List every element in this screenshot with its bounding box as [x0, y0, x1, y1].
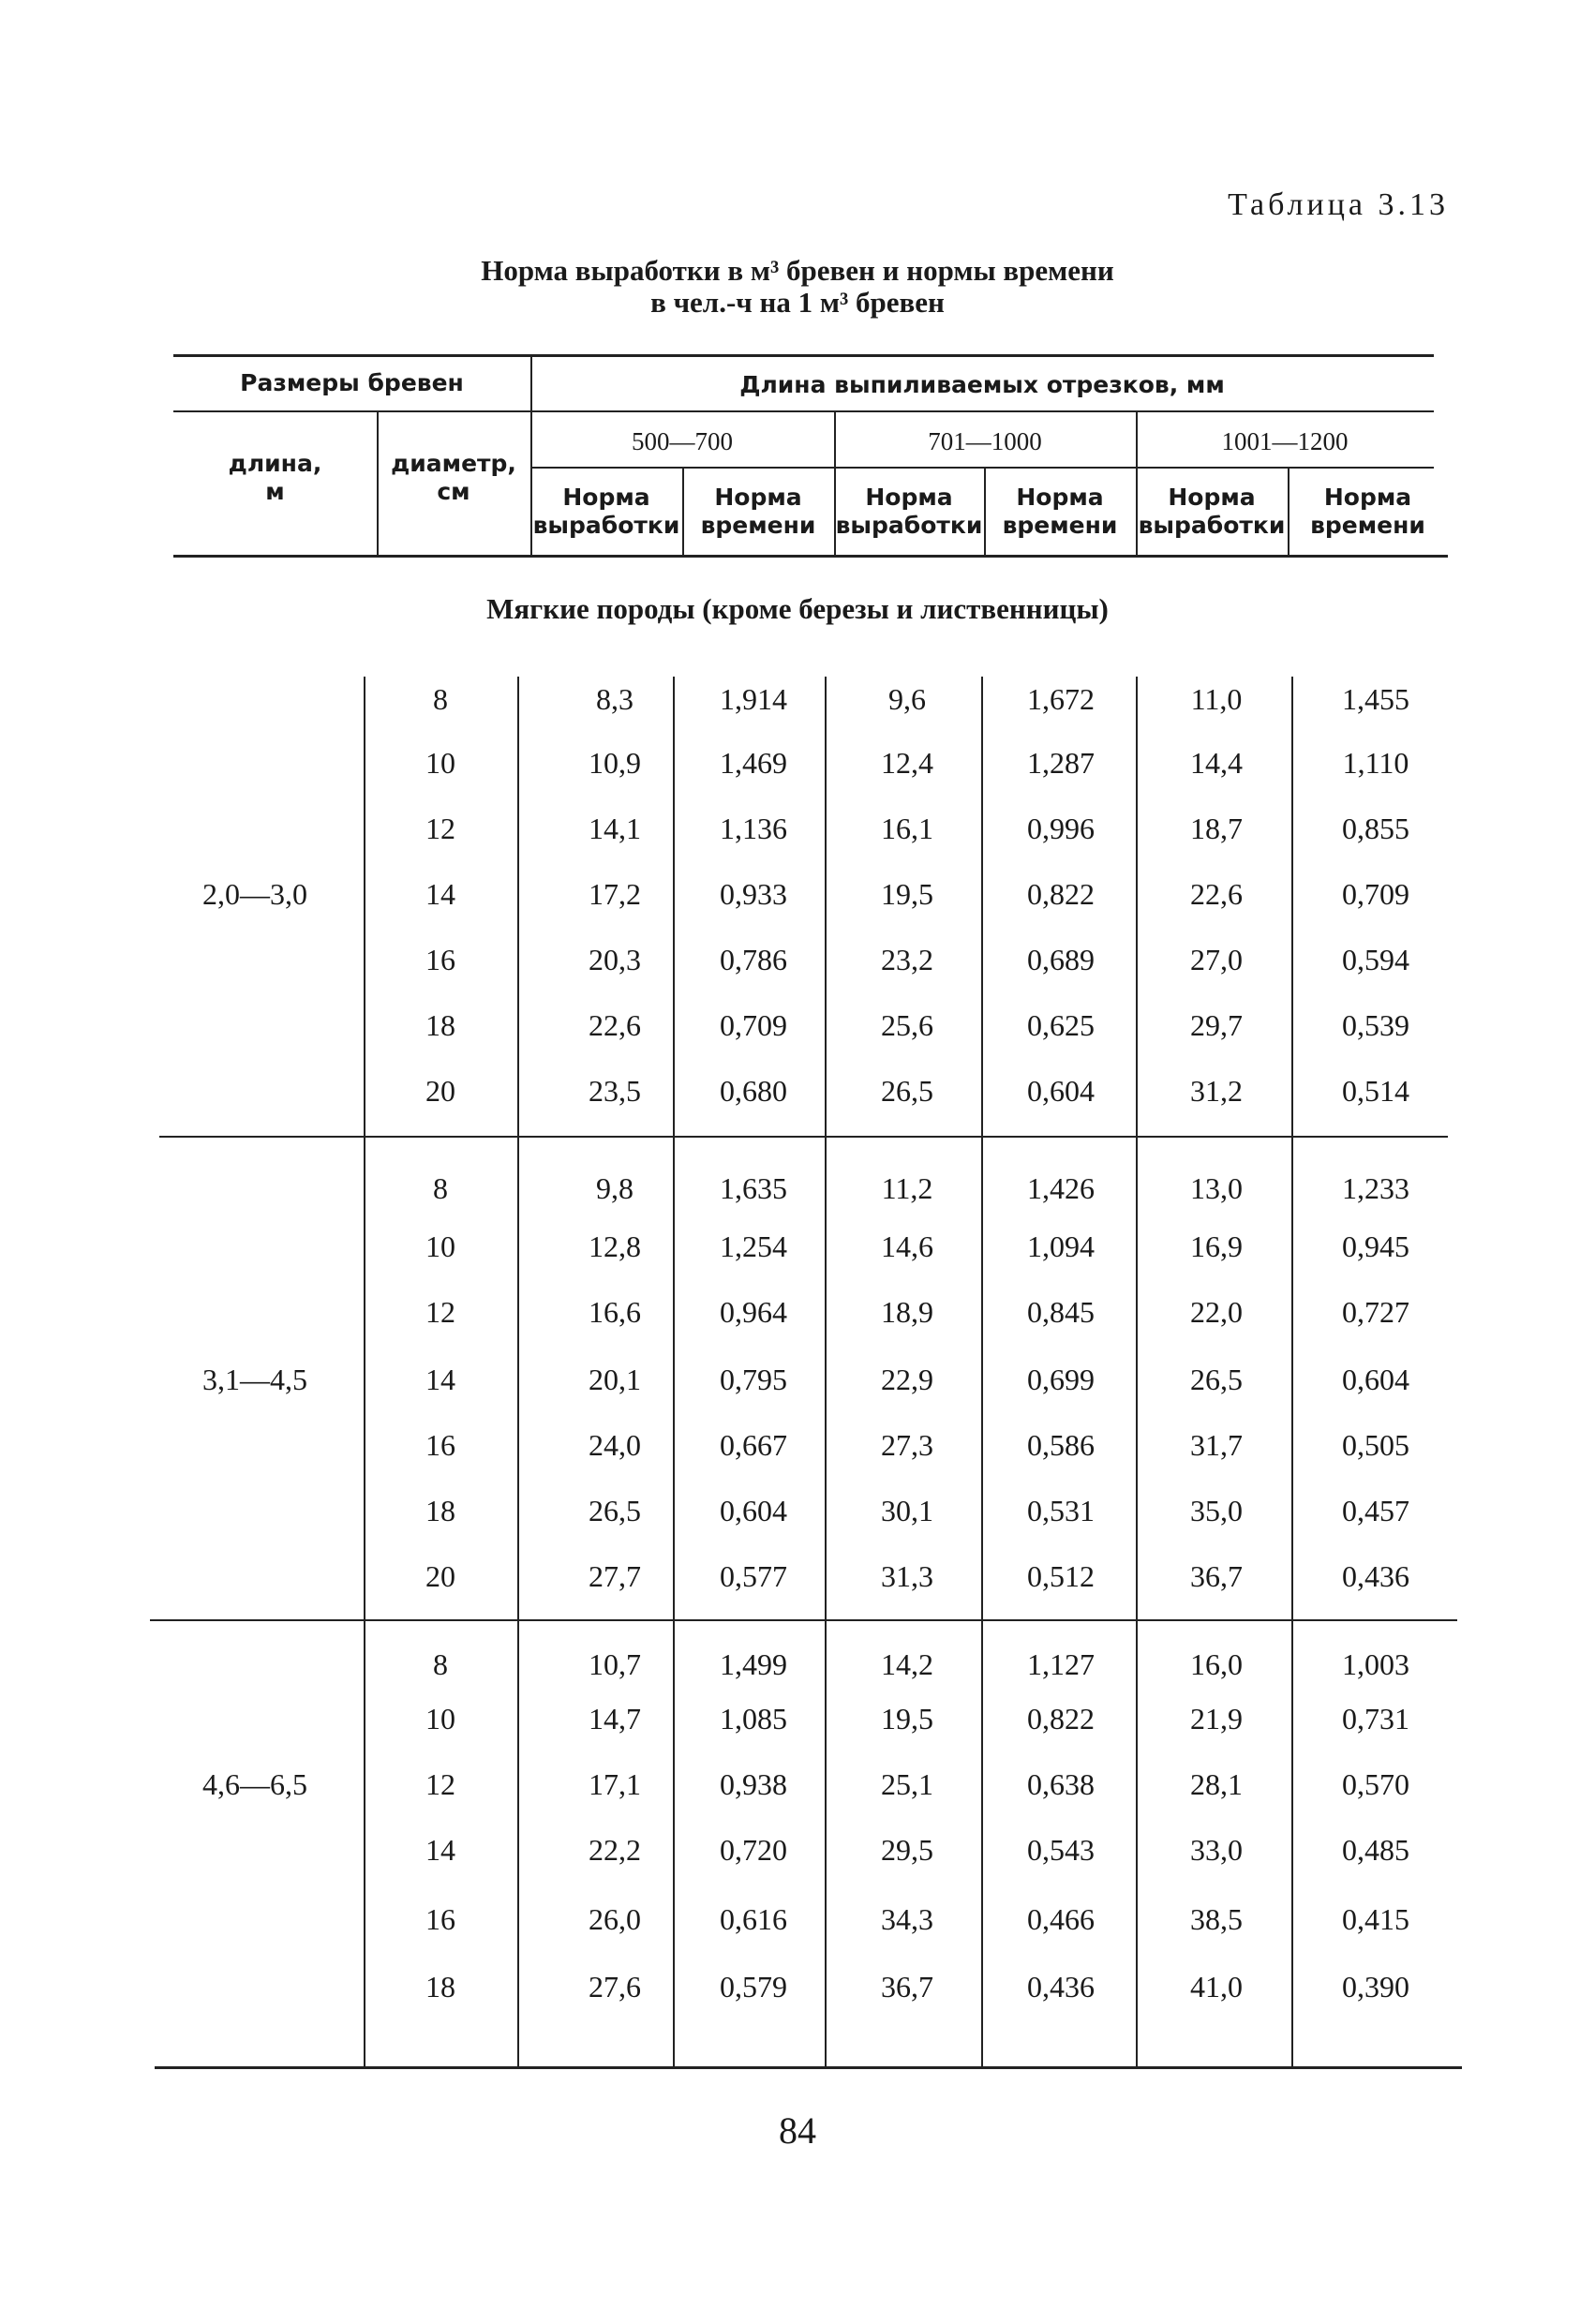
norm-output-cell: 20,1	[589, 1363, 641, 1396]
norm-output-cell: 27,0	[1190, 943, 1243, 976]
norm-output-cell: 14,2	[881, 1647, 933, 1681]
norm-time-cell: 0,964	[720, 1295, 787, 1329]
norm-output-cell: 23,5	[589, 1074, 641, 1108]
norm-output-cell: 36,7	[1190, 1559, 1243, 1593]
norm-output-cell: 17,1	[589, 1767, 641, 1801]
norm-time-cell: 0,786	[720, 943, 787, 976]
header-log-sizes: Размеры бревен	[240, 369, 464, 396]
norm-time-cell: 0,531	[1027, 1494, 1095, 1527]
table-bottom-rule	[155, 2066, 1462, 2069]
norm-time-cell: 0,579	[720, 1970, 787, 2004]
header-norm-output: Норма выработки	[1138, 484, 1286, 539]
diameter-cell: 14	[425, 1363, 455, 1396]
header-diameter: диаметр, см	[391, 450, 516, 505]
norm-time-cell: 0,667	[720, 1428, 787, 1462]
norm-output-cell: 31,3	[881, 1559, 933, 1593]
norm-output-cell: 27,6	[589, 1970, 641, 2004]
norm-output-cell: 16,6	[589, 1295, 641, 1329]
norm-time-cell: 0,466	[1027, 1902, 1095, 1936]
norm-output-cell: 29,5	[881, 1833, 933, 1867]
header-rule-2	[530, 467, 1434, 469]
diameter-cell: 8	[433, 1647, 448, 1681]
norm-time-cell: 1,233	[1342, 1171, 1409, 1205]
norm-output-cell: 16,0	[1190, 1647, 1243, 1681]
norm-time-cell: 0,539	[1342, 1008, 1409, 1042]
norm-output-cell: 22,9	[881, 1363, 933, 1396]
group-length-label: 3,1—4,5	[202, 1363, 307, 1396]
diameter-cell: 20	[425, 1074, 455, 1108]
column-divider	[825, 1136, 827, 1619]
norm-output-cell: 25,6	[881, 1008, 933, 1042]
column-divider	[364, 1619, 365, 2066]
norm-output-cell: 13,0	[1190, 1171, 1243, 1205]
header-norm-time: Норма времени	[700, 484, 816, 539]
norm-time-cell: 0,604	[1342, 1363, 1409, 1396]
norm-time-cell: 0,795	[720, 1363, 787, 1396]
norm-output-cell: 41,0	[1190, 1970, 1243, 2004]
norm-time-cell: 0,933	[720, 877, 787, 911]
group-separator-rule	[150, 1619, 1457, 1621]
norm-output-cell: 38,5	[1190, 1902, 1243, 1936]
norm-time-cell: 0,390	[1342, 1970, 1409, 2004]
column-divider	[1291, 677, 1293, 1136]
norm-output-cell: 22,0	[1190, 1295, 1243, 1329]
header-norm-time: Норма времени	[1002, 484, 1118, 539]
norm-output-cell: 16,9	[1190, 1229, 1243, 1263]
norm-time-cell: 0,709	[1342, 877, 1409, 911]
norm-output-cell: 11,0	[1190, 682, 1243, 716]
norm-time-cell: 1,635	[720, 1171, 787, 1205]
norm-output-cell: 12,4	[881, 746, 933, 780]
table-label: Таблица 3.13	[1228, 187, 1449, 222]
norm-time-cell: 0,845	[1027, 1295, 1095, 1329]
column-divider	[1136, 677, 1138, 1136]
norm-time-cell: 0,570	[1342, 1767, 1409, 1801]
column-divider	[364, 677, 365, 1136]
group-length-label: 2,0—3,0	[202, 877, 307, 911]
norm-output-cell: 31,2	[1190, 1074, 1243, 1108]
column-divider	[981, 1619, 983, 2066]
norm-output-cell: 33,0	[1190, 1833, 1243, 1867]
norm-time-cell: 0,543	[1027, 1833, 1095, 1867]
norm-time-cell: 1,127	[1027, 1647, 1095, 1681]
norm-output-cell: 31,7	[1190, 1428, 1243, 1462]
norm-time-cell: 0,514	[1342, 1074, 1409, 1108]
norm-time-cell: 0,938	[720, 1767, 787, 1801]
diameter-cell: 8	[433, 682, 448, 716]
norm-time-cell: 1,287	[1027, 746, 1095, 780]
group-separator-rule	[159, 1136, 1448, 1138]
norm-time-cell: 0,709	[720, 1008, 787, 1042]
norm-time-cell: 0,415	[1342, 1902, 1409, 1936]
norm-output-cell: 10,9	[589, 746, 641, 780]
diameter-cell: 12	[425, 812, 455, 845]
column-divider	[1291, 1619, 1293, 2066]
norm-output-cell: 29,7	[1190, 1008, 1243, 1042]
norm-time-cell: 0,822	[1027, 877, 1095, 911]
norm-output-cell: 18,9	[881, 1295, 933, 1329]
diameter-cell: 18	[425, 1494, 455, 1527]
norm-time-cell: 0,577	[720, 1559, 787, 1593]
header-norm-time: Норма времени	[1310, 484, 1425, 539]
diameter-cell: 8	[433, 1171, 448, 1205]
header-range-701-1000: 701—1000	[928, 427, 1042, 455]
norm-output-cell: 12,8	[589, 1229, 641, 1263]
norm-time-cell: 0,586	[1027, 1428, 1095, 1462]
diameter-cell: 16	[425, 1902, 455, 1936]
header-range-1001-1200: 1001—1200	[1221, 427, 1349, 455]
norm-output-cell: 22,6	[1190, 877, 1243, 911]
diameter-cell: 16	[425, 943, 455, 976]
diameter-cell: 10	[425, 1229, 455, 1263]
diameter-cell: 18	[425, 1008, 455, 1042]
norm-output-cell: 21,9	[1190, 1702, 1243, 1736]
norm-time-cell: 0,625	[1027, 1008, 1095, 1042]
norm-time-cell: 0,699	[1027, 1363, 1095, 1396]
norm-time-cell: 0,512	[1027, 1559, 1095, 1593]
norm-output-cell: 26,0	[589, 1902, 641, 1936]
norm-time-cell: 1,469	[720, 746, 787, 780]
norm-output-cell: 26,5	[589, 1494, 641, 1527]
column-divider	[517, 677, 519, 1136]
norm-time-cell: 0,727	[1342, 1295, 1409, 1329]
column-divider	[1136, 1619, 1138, 2066]
norm-time-cell: 1,085	[720, 1702, 787, 1736]
diameter-cell: 14	[425, 877, 455, 911]
norm-time-cell: 1,110	[1342, 746, 1409, 780]
header-bottom-rule	[173, 555, 1448, 558]
norm-output-cell: 14,4	[1190, 746, 1243, 780]
norm-output-cell: 11,2	[881, 1171, 933, 1205]
diameter-cell: 18	[425, 1970, 455, 2004]
column-divider	[825, 677, 827, 1136]
norm-output-cell: 9,6	[888, 682, 926, 716]
norm-time-cell: 0,604	[720, 1494, 787, 1527]
norm-time-cell: 0,436	[1342, 1559, 1409, 1593]
norm-output-cell: 30,1	[881, 1494, 933, 1527]
header-length: длина, м	[228, 450, 322, 505]
header-norm-output: Норма выработки	[835, 484, 983, 539]
norm-output-cell: 10,7	[589, 1647, 641, 1681]
norm-output-cell: 18,7	[1190, 812, 1243, 845]
norm-time-cell: 0,996	[1027, 812, 1095, 845]
column-divider	[1136, 1136, 1138, 1619]
diameter-cell: 12	[425, 1767, 455, 1801]
norm-time-cell: 1,914	[720, 682, 787, 716]
norm-time-cell: 1,254	[720, 1229, 787, 1263]
norm-output-cell: 17,2	[589, 877, 641, 911]
norm-time-cell: 0,720	[720, 1833, 787, 1867]
norm-output-cell: 8,3	[596, 682, 634, 716]
norm-time-cell: 0,436	[1027, 1970, 1095, 2004]
section-title: Мягкие породы (кроме березы и лиственницы)	[486, 592, 1109, 625]
column-divider	[981, 677, 983, 1136]
group-length-label: 4,6—6,5	[202, 1767, 307, 1801]
norm-time-cell: 1,426	[1027, 1171, 1095, 1205]
norm-output-cell: 22,6	[589, 1008, 641, 1042]
norm-time-cell: 1,672	[1027, 682, 1095, 716]
column-divider	[517, 1619, 519, 2066]
diameter-cell: 16	[425, 1428, 455, 1462]
norm-time-cell: 0,457	[1342, 1494, 1409, 1527]
table-title-line-2: в чел.-ч на 1 м³ бревен	[650, 286, 945, 319]
norm-output-cell: 20,3	[589, 943, 641, 976]
diameter-cell: 10	[425, 1702, 455, 1736]
norm-output-cell: 26,5	[1190, 1363, 1243, 1396]
norm-output-cell: 22,2	[589, 1833, 641, 1867]
norm-output-cell: 9,8	[596, 1171, 634, 1205]
norm-time-cell: 1,094	[1027, 1229, 1095, 1263]
norm-time-cell: 0,638	[1027, 1767, 1095, 1801]
norm-output-cell: 27,7	[589, 1559, 641, 1593]
norm-output-cell: 14,1	[589, 812, 641, 845]
norm-output-cell: 19,5	[881, 1702, 933, 1736]
norm-output-cell: 19,5	[881, 877, 933, 911]
table-title-line-1: Норма выработки в м³ бревен и нормы времени	[481, 254, 1114, 287]
norm-output-cell: 27,3	[881, 1428, 933, 1462]
norm-output-cell: 34,3	[881, 1902, 933, 1936]
norm-time-cell: 0,945	[1342, 1229, 1409, 1263]
header-rule-1	[173, 410, 1434, 412]
norm-time-cell: 1,499	[720, 1647, 787, 1681]
header-range-500-700: 500—700	[632, 427, 733, 455]
norm-time-cell: 0,689	[1027, 943, 1095, 976]
norm-time-cell: 0,680	[720, 1074, 787, 1108]
header-norm-output: Норма выработки	[532, 484, 680, 539]
norm-time-cell: 1,003	[1342, 1647, 1409, 1681]
norm-output-cell: 36,7	[881, 1970, 933, 2004]
norm-time-cell: 0,855	[1342, 812, 1409, 845]
diameter-cell: 12	[425, 1295, 455, 1329]
norm-output-cell: 16,1	[881, 812, 933, 845]
norm-time-cell: 0,485	[1342, 1833, 1409, 1867]
norm-time-cell: 0,604	[1027, 1074, 1095, 1108]
norm-time-cell: 0,505	[1342, 1428, 1409, 1462]
column-divider	[981, 1136, 983, 1619]
column-divider	[825, 1619, 827, 2066]
norm-time-cell: 0,616	[720, 1902, 787, 1936]
page-number: 84	[779, 2109, 816, 2152]
norm-output-cell: 28,1	[1190, 1767, 1243, 1801]
column-divider	[1291, 1136, 1293, 1619]
column-divider	[517, 1136, 519, 1619]
column-divider	[364, 1136, 365, 1619]
diameter-cell: 10	[425, 746, 455, 780]
diameter-cell: 20	[425, 1559, 455, 1593]
table-top-rule	[173, 354, 1434, 357]
norm-output-cell: 25,1	[881, 1767, 933, 1801]
norm-output-cell: 24,0	[589, 1428, 641, 1462]
norm-time-cell: 0,822	[1027, 1702, 1095, 1736]
norm-output-cell: 14,7	[589, 1702, 641, 1736]
norm-output-cell: 35,0	[1190, 1494, 1243, 1527]
diameter-cell: 14	[425, 1833, 455, 1867]
norm-output-cell: 14,6	[881, 1229, 933, 1263]
norm-output-cell: 23,2	[881, 943, 933, 976]
norm-time-cell: 1,136	[720, 812, 787, 845]
norm-time-cell: 1,455	[1342, 682, 1409, 716]
norm-output-cell: 26,5	[881, 1074, 933, 1108]
header-cut-lengths: Длина выпиливаемых отрезков, мм	[739, 371, 1225, 398]
norm-time-cell: 0,731	[1342, 1702, 1409, 1736]
norm-time-cell: 0,594	[1342, 943, 1409, 976]
